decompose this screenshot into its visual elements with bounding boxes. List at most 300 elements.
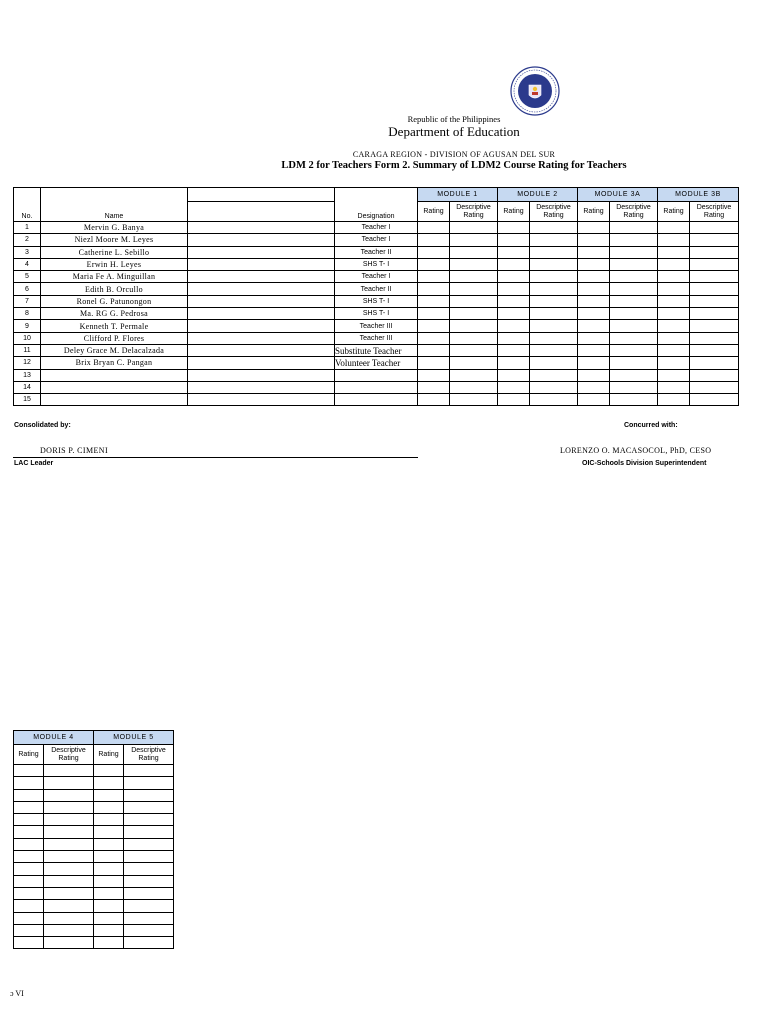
blank-cell [188,222,335,234]
rating-cell [530,308,578,320]
signature-line [13,457,418,458]
rating-cell [578,308,610,320]
rating-cell [44,863,94,875]
table-row [14,789,174,801]
table-row [14,851,174,863]
rating-cell [450,283,498,295]
summary-table [13,187,739,406]
rating-cell [124,765,174,777]
rating-cell [94,924,124,936]
rating-cell [530,271,578,283]
concurrer-name: LORENZO O. MACASOCOL, PhD, CESO [560,446,712,455]
teacher-name: Mervin G. Banya [41,222,188,234]
rating-cell [124,789,174,801]
rating-cell [610,369,658,381]
descriptive-rating-header: Descriptive Rating [690,202,739,222]
rating-cell [124,777,174,789]
rating-cell [44,814,94,826]
rating-cell [14,863,44,875]
rating-cell [658,295,690,307]
rating-cell [44,789,94,801]
rating-header: Rating [94,745,124,765]
rating-cell [94,838,124,850]
blank-cell [188,381,335,393]
table-row [14,332,739,344]
rating-cell [690,271,739,283]
table-row [14,875,174,887]
rating-cell [124,863,174,875]
rating-cell [690,320,739,332]
rating-cell [94,937,124,949]
rating-cell [610,357,658,369]
rating-cell [450,295,498,307]
blank-cell [188,295,335,307]
rating-cell [610,332,658,344]
rating-cell [578,283,610,295]
rating-cell [124,838,174,850]
footer-fragment: ɔ VI [10,989,24,998]
rating-cell [658,308,690,320]
designation [335,369,418,381]
rating-cell [450,394,498,406]
rating-cell [44,838,94,850]
rating-cell [94,765,124,777]
row-number: 11 [14,344,41,356]
teacher-name: Edith B. Orcullo [41,283,188,295]
region-division-label: CARAGA REGION - DIVISION OF AGUSAN DEL SUR [352,150,556,159]
rating-cell [450,308,498,320]
blank-cell [188,357,335,369]
rating-cell [124,900,174,912]
designation: SHS T- I [335,295,418,307]
rating-cell [418,332,450,344]
rating-cell [450,381,498,393]
designation: Volunteer Teacher [335,357,418,369]
rating-cell [94,863,124,875]
teacher-name: Brix Bryan C. Pangan [41,357,188,369]
rating-cell [450,369,498,381]
designation [335,381,418,393]
table-row [14,234,739,246]
descriptive-rating-header: Descriptive Rating [450,202,498,222]
col-designation-header: Designation [335,188,418,222]
module-header: MODULE 2 [498,188,578,202]
rating-cell [14,826,44,838]
rating-cell [658,234,690,246]
consolidator-title: LAC Leader [14,460,54,467]
teacher-name: Niezl Moore M. Leyes [41,234,188,246]
rating-cell [418,308,450,320]
rating-cell [530,246,578,258]
rating-cell [14,875,44,887]
rating-cell [498,308,530,320]
rating-cell [418,295,450,307]
table-row [14,814,174,826]
blank-cell [188,394,335,406]
rating-cell [690,369,739,381]
rating-cell [94,851,124,863]
blank-cell [188,234,335,246]
rating-header: Rating [498,202,530,222]
module-header: MODULE 4 [14,731,94,745]
rating-cell [530,332,578,344]
rating-cell [610,234,658,246]
table-row [14,826,174,838]
teacher-name [41,369,188,381]
table-row [14,222,739,234]
rating-cell [94,887,124,899]
rating-cell [14,912,44,924]
teacher-name: Clifford P. Flores [41,332,188,344]
teacher-name [41,394,188,406]
rating-cell [44,912,94,924]
row-number: 10 [14,332,41,344]
rating-cell [124,814,174,826]
department-title: Department of Education [388,124,520,139]
rating-cell [658,222,690,234]
blank-header-cell [188,202,335,222]
module-header: MODULE 1 [418,188,498,202]
rating-cell [498,234,530,246]
row-number: 8 [14,308,41,320]
rating-header: Rating [578,202,610,222]
rating-cell [690,258,739,270]
rating-cell [690,283,739,295]
rating-cell [578,320,610,332]
rating-cell [498,271,530,283]
rating-cell [498,357,530,369]
col-no-header: No. [14,188,41,222]
rating-cell [530,369,578,381]
rating-cell [44,875,94,887]
rating-cell [124,826,174,838]
row-number: 14 [14,381,41,393]
rating-cell [498,295,530,307]
descriptive-rating-header: Descriptive Rating [610,202,658,222]
table-row [14,246,739,258]
rating-cell [658,357,690,369]
blank-cell [188,308,335,320]
rating-cell [418,344,450,356]
concurred-with-label: Concurred with: [624,422,678,429]
rating-cell [450,357,498,369]
modules-4-5-table [13,730,174,949]
rating-cell [14,777,44,789]
table-row [14,801,174,813]
designation: Teacher I [335,222,418,234]
rating-cell [658,283,690,295]
blank-cell [188,246,335,258]
table-row [14,394,739,406]
table-row [14,283,739,295]
rating-cell [44,851,94,863]
rating-cell [418,222,450,234]
table-row [14,912,174,924]
rating-cell [530,394,578,406]
table-row [14,320,739,332]
rating-cell [658,394,690,406]
rating-cell [14,765,44,777]
blank-cell [188,332,335,344]
rating-cell [44,801,94,813]
rating-cell [530,344,578,356]
row-number: 15 [14,394,41,406]
rating-header: Rating [658,202,690,222]
table-row [14,381,739,393]
rating-cell [124,851,174,863]
teacher-name: Erwin H. Leyes [41,258,188,270]
rating-cell [94,912,124,924]
rating-cell [418,234,450,246]
table-row [14,937,174,949]
table-row [14,344,739,356]
rating-cell [498,246,530,258]
rating-cell [690,246,739,258]
teacher-name: Catherine L. Sebillo [41,246,188,258]
rating-cell [418,246,450,258]
rating-cell [610,246,658,258]
module-header: MODULE 5 [94,731,174,745]
rating-cell [578,295,610,307]
table-row [14,271,739,283]
table-row [14,863,174,875]
designation: Teacher III [335,320,418,332]
rating-cell [690,234,739,246]
rating-cell [14,814,44,826]
rating-cell [450,234,498,246]
rating-cell [498,394,530,406]
rating-cell [44,826,94,838]
rating-cell [578,258,610,270]
rating-cell [450,320,498,332]
rating-cell [418,283,450,295]
rating-cell [44,887,94,899]
rating-cell [690,295,739,307]
designation: Teacher II [335,283,418,295]
rating-cell [578,271,610,283]
rating-cell [498,332,530,344]
blank-cell [188,369,335,381]
rating-cell [658,332,690,344]
teacher-name [41,381,188,393]
row-number: 12 [14,357,41,369]
rating-cell [450,222,498,234]
row-number: 5 [14,271,41,283]
rating-cell [690,308,739,320]
rating-cell [658,320,690,332]
blank-cell [188,271,335,283]
table-row [14,838,174,850]
rating-cell [44,937,94,949]
rating-cell [530,295,578,307]
rating-cell [530,234,578,246]
rating-cell [530,258,578,270]
col-name-header: Name [41,188,188,222]
rating-cell [658,246,690,258]
table-row [14,357,739,369]
row-number: 4 [14,258,41,270]
rating-header: Rating [418,202,450,222]
republic-label: Republic of the Philippines [407,114,501,124]
rating-cell [44,765,94,777]
row-number: 2 [14,234,41,246]
descriptive-rating-header: Descriptive Rating [530,202,578,222]
descriptive-rating-header: Descriptive Rating [44,745,94,765]
rating-cell [498,381,530,393]
rating-cell [124,887,174,899]
teacher-name: Kenneth T. Permale [41,320,188,332]
table-row [14,924,174,936]
rating-cell [450,258,498,270]
rating-cell [610,394,658,406]
rating-cell [610,320,658,332]
rating-cell [690,222,739,234]
rating-cell [530,283,578,295]
designation: Substitute Teacher [335,344,418,356]
table-row [14,887,174,899]
rating-cell [124,875,174,887]
rating-cell [578,246,610,258]
rating-cell [14,801,44,813]
designation: Teacher I [335,234,418,246]
rating-cell [14,838,44,850]
rating-cell [498,283,530,295]
rating-cell [578,344,610,356]
rating-cell [530,381,578,393]
blank-cell [188,258,335,270]
rating-cell [498,222,530,234]
rating-cell [124,937,174,949]
rating-cell [530,222,578,234]
rating-cell [94,777,124,789]
rating-cell [658,258,690,270]
rating-cell [530,320,578,332]
rating-cell [610,258,658,270]
rating-cell [498,369,530,381]
rating-cell [578,394,610,406]
rating-cell [658,369,690,381]
rating-cell [124,801,174,813]
rating-cell [418,369,450,381]
rating-cell [14,887,44,899]
rating-cell [610,295,658,307]
row-number: 3 [14,246,41,258]
teacher-name: Ronel G. Patunongon [41,295,188,307]
rating-cell [610,308,658,320]
rating-cell [418,320,450,332]
rating-cell [578,222,610,234]
rating-cell [658,381,690,393]
rating-cell [124,912,174,924]
rating-cell [44,900,94,912]
teacher-name: Maria Fe A. Minguillan [41,271,188,283]
concurrer-title: OIC-Schools Division Superintendent [582,460,707,467]
table-row [14,900,174,912]
rating-cell [14,937,44,949]
rating-cell [498,258,530,270]
designation [335,394,418,406]
deped-seal [510,66,560,116]
rating-cell [578,357,610,369]
rating-cell [94,789,124,801]
rating-cell [14,924,44,936]
form-title: LDM 2 for Teachers Form 2. Summary of LDM2 Course Rating for Teachers [281,160,627,171]
table-row [14,369,739,381]
rating-cell [610,222,658,234]
rating-cell [610,381,658,393]
descriptive-rating-header: Descriptive Rating [124,745,174,765]
designation: Teacher III [335,332,418,344]
rating-header: Rating [14,745,44,765]
designation: Teacher II [335,246,418,258]
rating-cell [610,283,658,295]
rating-cell [690,394,739,406]
blank-cell [188,283,335,295]
rating-cell [690,344,739,356]
table-row [14,777,174,789]
designation: SHS T- I [335,258,418,270]
rating-cell [690,332,739,344]
rating-cell [498,320,530,332]
table-row [14,258,739,270]
rating-cell [578,234,610,246]
rating-cell [418,258,450,270]
row-number: 7 [14,295,41,307]
rating-cell [658,271,690,283]
rating-cell [418,357,450,369]
rating-cell [14,900,44,912]
table-row [14,308,739,320]
rating-cell [578,332,610,344]
rating-cell [498,344,530,356]
rating-cell [418,381,450,393]
rating-cell [578,369,610,381]
rating-cell [658,344,690,356]
table-row [14,765,174,777]
rating-cell [450,344,498,356]
rating-cell [94,900,124,912]
row-number: 6 [14,283,41,295]
rating-cell [610,271,658,283]
module-header: MODULE 3B [658,188,739,202]
rating-cell [124,924,174,936]
rating-cell [418,271,450,283]
rating-cell [450,332,498,344]
rating-cell [94,801,124,813]
module-header: MODULE 3A [578,188,658,202]
rating-cell [690,357,739,369]
rating-cell [690,381,739,393]
row-number: 9 [14,320,41,332]
row-number: 13 [14,369,41,381]
rating-cell [14,851,44,863]
rating-cell [578,381,610,393]
rating-cell [450,246,498,258]
rating-cell [450,271,498,283]
rating-cell [14,789,44,801]
rating-cell [94,814,124,826]
table-row [14,295,739,307]
rating-cell [44,777,94,789]
row-number: 1 [14,222,41,234]
rating-cell [530,357,578,369]
rating-cell [94,826,124,838]
rating-cell [418,394,450,406]
blank-cell [188,320,335,332]
rating-cell [94,875,124,887]
blank-header-cell [188,188,335,202]
rating-cell [610,344,658,356]
